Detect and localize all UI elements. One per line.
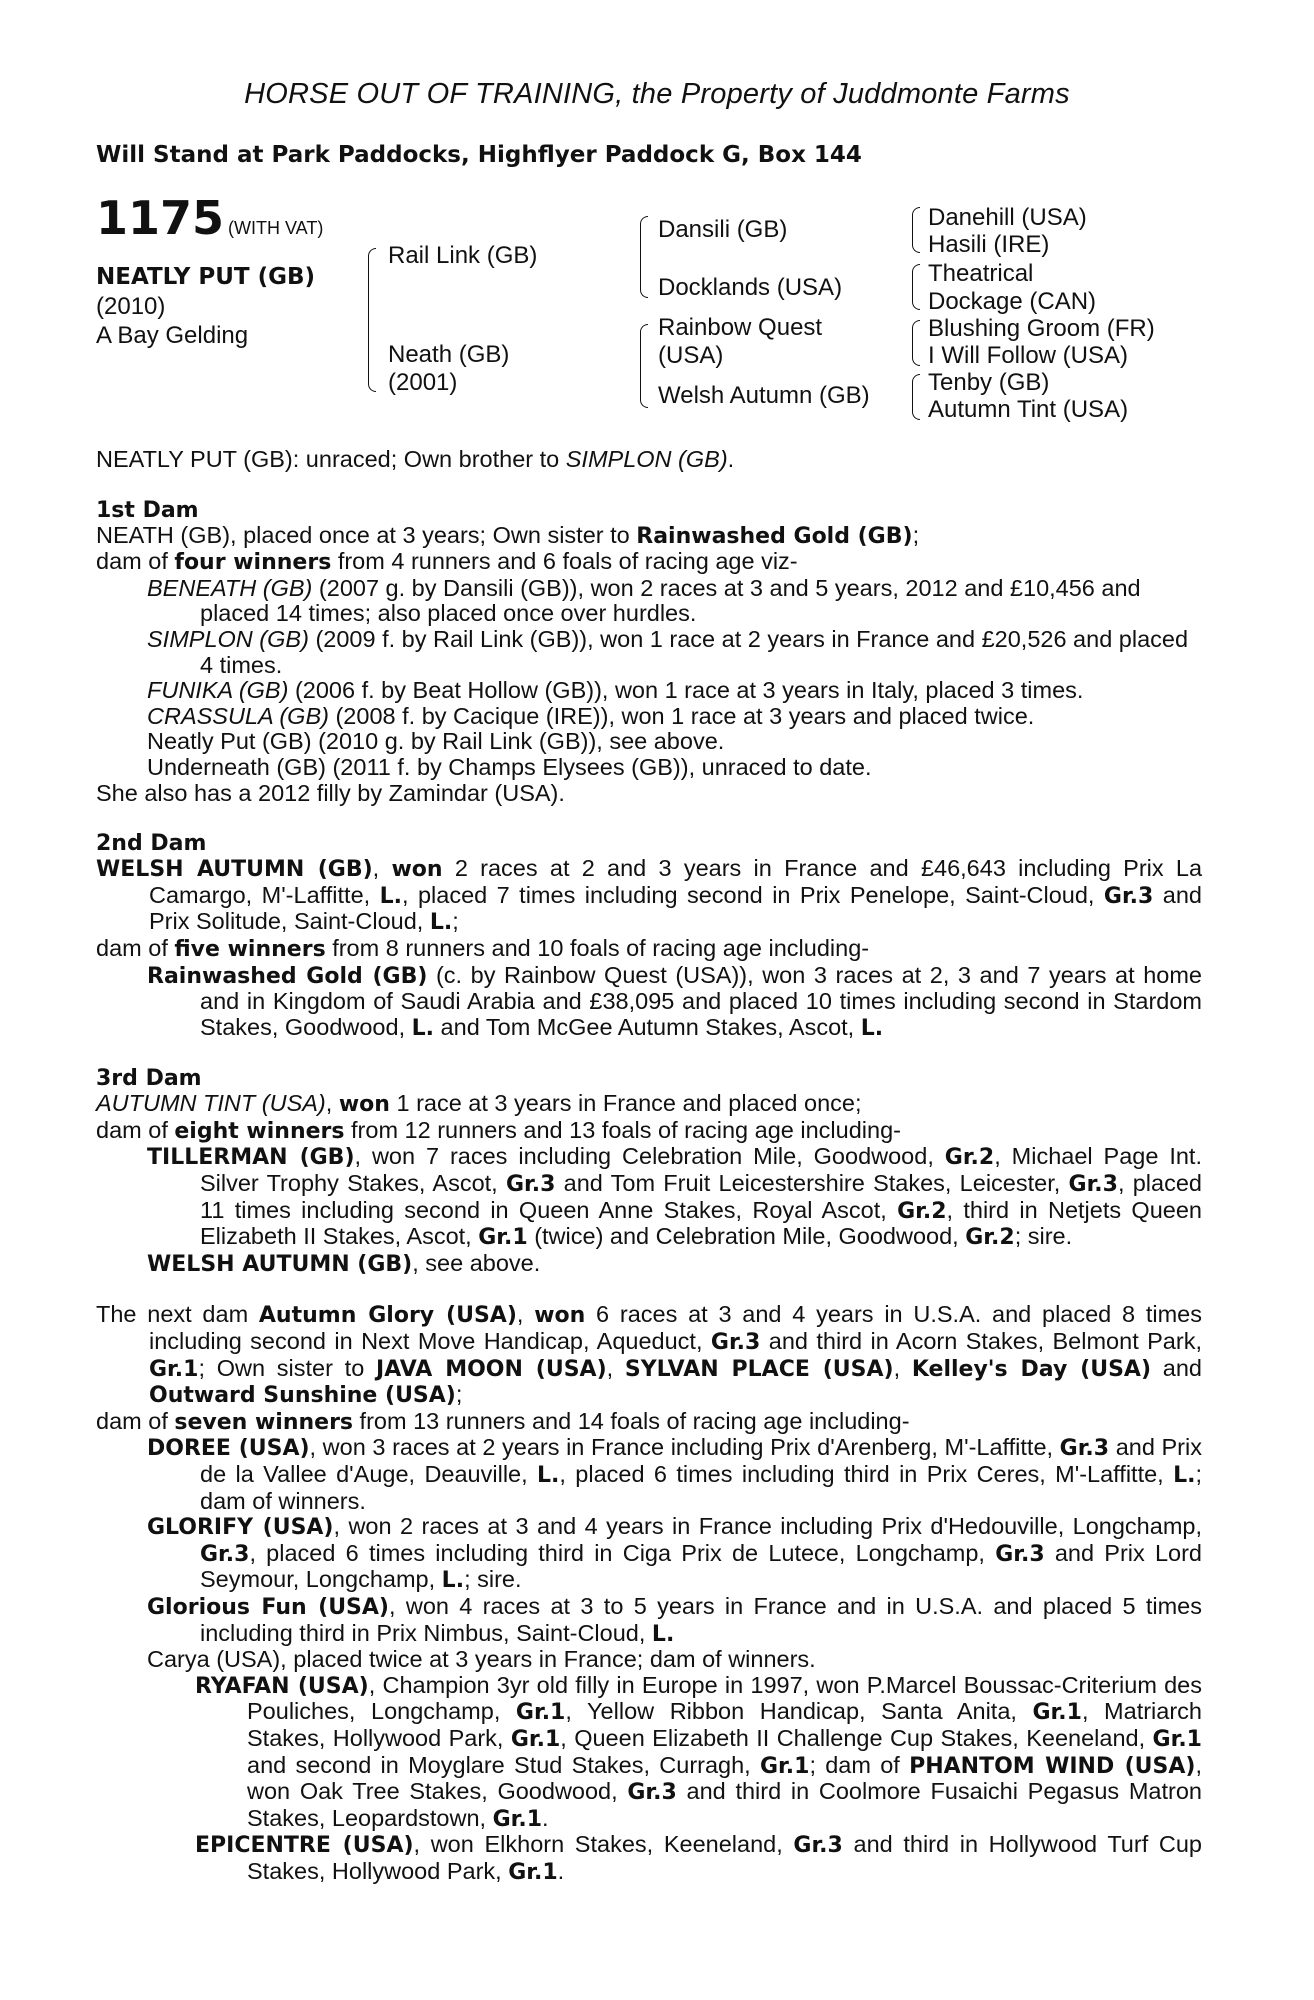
second-dam-heading: 2nd Dam xyxy=(96,831,207,857)
bracket-7 xyxy=(912,374,920,420)
progeny-entry: DOREE (USA), won 3 races at 2 years in France including Prix d'Arenberg, M'-Laffitte, Gr.3 and Prix de la Vallee d'Auge, Deauville, L., placed 6 times including third in Prix Ceres, M'-Laffitte, L.; dam of winners. xyxy=(147,1434,1202,1514)
progeny-entry: Rainwashed Gold (GB) (c. by Rainbow Quest (USA)), won 3 races at 2, 3 and 7 years at home and in Kingdom of Saudi Arabia and £38,095 and placed 10 times including second in Stardom Stakes, Goodwood, L. and Tom McGee Autumn Stakes, Ascot, L. xyxy=(147,961,1202,1041)
bracket-5 xyxy=(912,264,920,310)
progeny-entry: Carya (USA), placed twice at 3 years in France; dam of winners. xyxy=(147,1646,816,1673)
page-header: HORSE OUT OF TRAINING, the Property of Juddmonte Farms xyxy=(244,78,1070,110)
bracket-3 xyxy=(640,324,648,408)
progeny-entry: Glorious Fun (USA), won 4 races at 3 to 5 years in France and in U.S.A. and placed 5 times including third in Prix Nimbus, Saint-Cloud, L. xyxy=(147,1592,1202,1647)
next-dam-record: The next dam Autumn Glory (USA), won 6 races at 3 and 4 years in U.S.A. and placed 8 times including second in Next Move Handicap, Aqueduct, Gr.3 and third in Acorn Stakes, Belmont Park, Gr.1; Own sister to JAVA MOON (USA), SYLVAN PLACE (USA), Kelley's Day (USA) and Outward Sunshine (USA); xyxy=(96,1301,1202,1409)
horse-description: A Bay Gelding xyxy=(96,322,249,349)
foaling-year: (2010) xyxy=(96,293,166,320)
progeny-entry: SIMPLON (GB) (2009 f. by Rail Link (GB)), won 1 race at 2 years in France and £20,526 and placed 4 times. xyxy=(147,625,1189,678)
progeny-entry: Underneath (GB) (2011 f. by Champs Elysees (GB)), unraced to date. xyxy=(147,753,872,780)
pedigree-dss: Blushing Groom (FR) xyxy=(928,315,1155,342)
progeny-entry: CRASSULA (GB) (2008 f. by Cacique (IRE)), won 1 race at 3 years and placed twice. xyxy=(147,702,1035,729)
pedigree-sd: Docklands (USA) xyxy=(658,274,843,301)
first-dam-note: She also has a 2012 filly by Zamindar (USA). xyxy=(96,779,565,806)
next-dam-produce: dam of seven winners from 13 runners and 14 foals of racing age including- xyxy=(96,1407,910,1435)
progeny-entry: FUNIKA (GB) (2006 f. by Beat Hollow (GB)), won 1 race at 3 years in Italy, placed 3 times. xyxy=(147,677,1084,704)
bracket-2 xyxy=(640,216,648,298)
first-dam-produce: dam of four winners from 4 runners and 6 foals of racing age viz- xyxy=(96,548,798,576)
vat-note: (WITH VAT) xyxy=(228,218,324,238)
second-dam-produce: dam of five winners from 8 runners and 10 foals of racing age including- xyxy=(96,934,870,962)
pedigree-dsd: I Will Follow (USA) xyxy=(928,342,1129,369)
intro-line: NEATLY PUT (GB): unraced; Own brother to SIMPLON (GB). xyxy=(96,446,735,472)
progeny-entry: TILLERMAN (GB), won 7 races including Celebration Mile, Goodwood, Gr.2, Michael Page Int. Silver Trophy Stakes, Ascot, Gr.3 and Tom Fruit Leicestershire Stakes, Leicester, Gr.3, placed 11 times including second in Queen Anne Stakes, Royal Ascot, Gr.2, third in Netjets Queen Elizabeth II Stakes, Ascot, Gr.1 (twice) and Celebration Mile, Goodwood, Gr.2; sire. xyxy=(147,1143,1202,1251)
bracket-6 xyxy=(912,320,920,366)
pedigree-sds: Theatrical xyxy=(928,260,1034,287)
progeny-entry: WELSH AUTUMN (GB), see above. xyxy=(147,1249,541,1277)
horse-name: NEATLY PUT (GB) xyxy=(96,264,316,290)
pedigree-dam: Neath (GB) xyxy=(388,341,510,368)
pedigree-sdd: Dockage (CAN) xyxy=(928,288,1097,315)
bracket-4 xyxy=(912,207,920,253)
lot-number: 1175 xyxy=(96,191,225,245)
pedigree-ss: Dansili (GB) xyxy=(658,216,788,243)
pedigree-ds-1: Rainbow Quest xyxy=(658,314,823,341)
pedigree-ddd: Autumn Tint (USA) xyxy=(928,396,1129,423)
progeny-entry: Neatly Put (GB) (2010 g. by Rail Link (GB)), see above. xyxy=(147,728,725,755)
second-dam-record: WELSH AUTUMN (GB), won 2 races at 2 and 3 years in France and £46,643 including Prix La Camargo, M'-Laffitte, L., placed 7 times including second in Prix Penelope, Saint-Cloud, Gr.3 and Prix Solitude, Saint-Cloud, L.; xyxy=(96,855,1203,936)
first-dam-line: NEATH (GB), placed once at 3 years; Own sister to Rainwashed Gold (GB); xyxy=(96,521,920,549)
progeny-entry: BENEATH (GB) (2007 g. by Dansili (GB)), won 2 races at 3 and 5 years, 2012 and £10,456 and placed 14 times; also placed once over hurdles. xyxy=(147,574,1141,627)
pedigree-dam-year: (2001) xyxy=(388,369,458,396)
pedigree-sss: Danehill (USA) xyxy=(928,204,1087,231)
pedigree-ds-2: (USA) xyxy=(658,342,724,369)
first-dam-heading: 1st Dam xyxy=(96,497,199,523)
grand-progeny-entry: EPICENTRE (USA), won Elkhorn Stakes, Keeneland, Gr.3 and third in Hollywood Turf Cup Stakes, Hollywood Park, Gr.1. xyxy=(195,1831,1202,1885)
pedigree-sire: Rail Link (GB) xyxy=(388,242,538,269)
stand-location: Will Stand at Park Paddocks, Highflyer Paddock G, Box 144 xyxy=(96,142,862,168)
progeny-entry: GLORIFY (USA), won 2 races at 3 and 4 years in France including Prix d'Hedouville, Longchamp, Gr.3, placed 6 times including third in Ciga Prix de Lutece, Longchamp, Gr.3 and Prix Lord Seymour, Longchamp, L.; sire. xyxy=(147,1513,1202,1594)
third-dam-produce: dam of eight winners from 12 runners and 13 foals of racing age including- xyxy=(96,1116,901,1144)
catalogue-body xyxy=(96,447,1202,1886)
pedigree-dds: Tenby (GB) xyxy=(928,369,1050,396)
bracket-1 xyxy=(368,248,376,392)
pedigree-ssd: Hasili (IRE) xyxy=(928,231,1050,258)
third-dam-heading: 3rd Dam xyxy=(96,1066,202,1092)
third-dam-record: AUTUMN TINT (USA), won 1 race at 3 years in France and placed once; xyxy=(96,1090,862,1118)
lot-info xyxy=(96,191,324,350)
grand-progeny-entry: RYAFAN (USA), Champion 3yr old filly in Europe in 1997, won P.Marcel Boussac-Criterium des Pouliches, Longchamp, Gr.1, Yellow Ribbon Handicap, Santa Anita, Gr.1, Matriarch Stakes, Hollywood Park, Gr.1, Queen Elizabeth II Challenge Cup Stakes, Keeneland, Gr.1 and second in Moyglare Stud Stakes, Curragh, Gr.1; dam of PHANTOM WIND (USA), won Oak Tree Stakes, Goodwood, Gr.3 and third in Coolmore Fusaichi Pegasus Matron Stakes, Leopardstown, Gr.1. xyxy=(195,1671,1202,1832)
pedigree-dd: Welsh Autumn (GB) xyxy=(658,382,870,409)
